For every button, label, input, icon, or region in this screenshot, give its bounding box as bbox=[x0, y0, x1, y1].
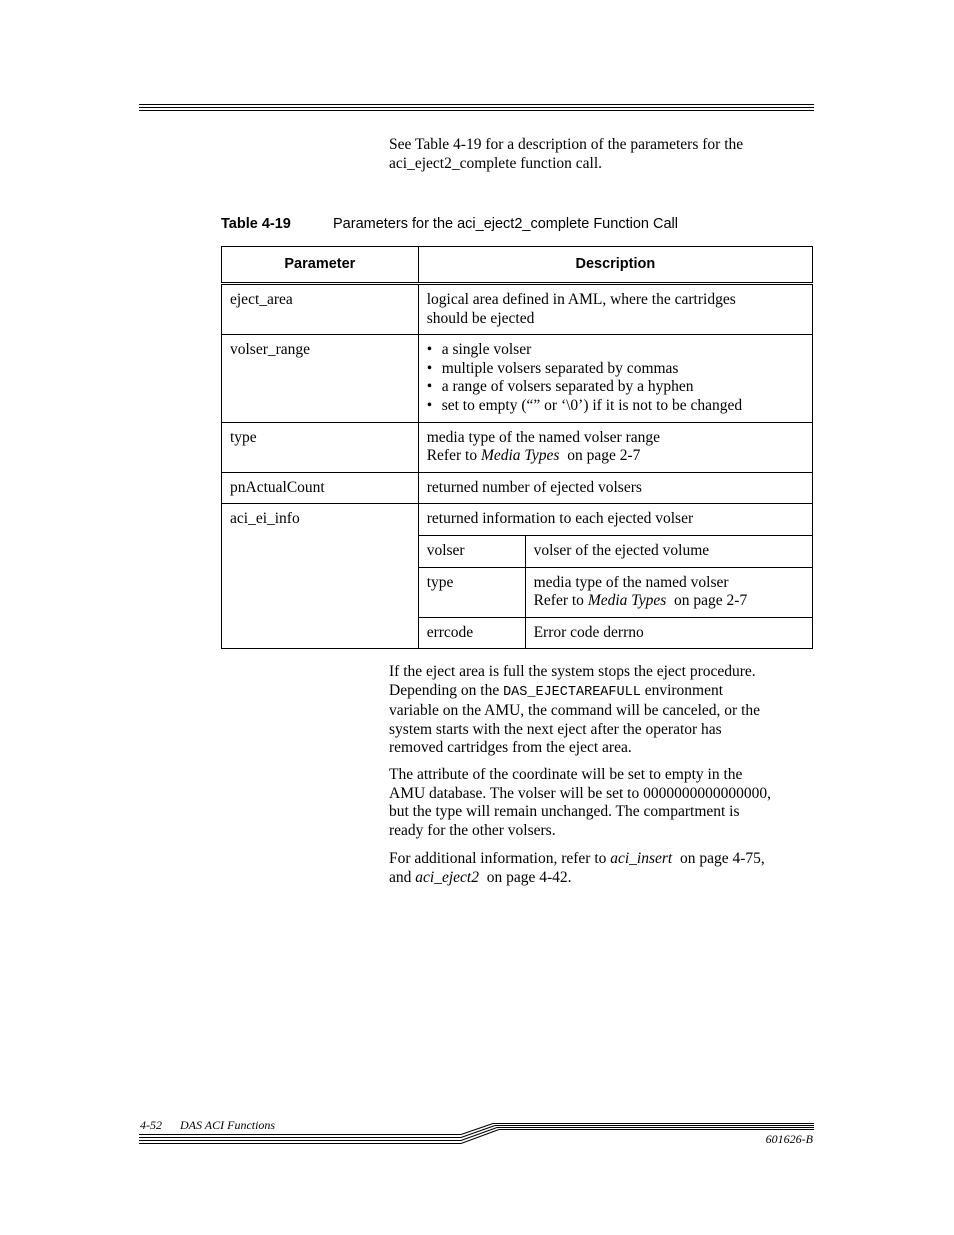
desc-line: media type of the named volser bbox=[533, 573, 729, 591]
text-line: system starts with the next eject after the operator has bbox=[389, 720, 722, 738]
subparam-name: errcode bbox=[426, 623, 474, 641]
additional-info-paragraph bbox=[389, 850, 765, 887]
ref-link[interactable]: Media Types bbox=[480, 447, 560, 465]
header-description: Description bbox=[418, 247, 812, 284]
param-description: returned information to each ejected volser bbox=[426, 510, 694, 528]
intro-line-2: aci_eject2_complete function call. bbox=[389, 154, 603, 172]
ref-prefix: Refer to bbox=[533, 592, 588, 610]
text-line bbox=[389, 850, 765, 869]
table-caption bbox=[221, 216, 678, 232]
table-row bbox=[222, 284, 813, 335]
table-row bbox=[222, 422, 813, 472]
text-line: AMU database. The volser will be set to 0000000000000000, bbox=[389, 784, 771, 802]
cross-reference bbox=[534, 592, 804, 611]
subparam-description: Error code derrno bbox=[533, 623, 644, 641]
param-description: returned number of ejected volsers bbox=[426, 478, 642, 496]
table-row bbox=[222, 335, 813, 422]
footer-doc-number: 601626-B bbox=[765, 1132, 813, 1146]
text-line: removed cartridges from the eject area. bbox=[389, 739, 632, 757]
bullet-list bbox=[425, 341, 804, 415]
subparam-description bbox=[526, 568, 812, 617]
table-caption-label: Table 4-19 bbox=[221, 216, 291, 232]
desc-line: logical area defined in AML, where the cartridges bbox=[426, 291, 736, 308]
param-name: pnActualCount bbox=[230, 478, 325, 496]
text-span: and bbox=[389, 868, 416, 886]
text-line bbox=[389, 869, 765, 888]
text-span: For additional information, refer to bbox=[389, 850, 611, 867]
env-variable-code: DAS_EJECTAREAFULL bbox=[503, 684, 641, 700]
subparam-name: volser bbox=[426, 541, 465, 559]
intro-paragraph bbox=[389, 136, 743, 173]
subparam-description: volser of the ejected volume bbox=[533, 541, 710, 559]
list-item: • multiple volsers separated by commas bbox=[425, 360, 804, 379]
text-line: If the eject area is full the system stops the eject procedure. bbox=[389, 663, 756, 680]
cross-reference bbox=[427, 447, 804, 466]
desc-line: media type of the named volser range bbox=[426, 428, 660, 446]
table-caption-title: Parameters for the aci_eject2_complete Function Call bbox=[333, 216, 678, 232]
text-line bbox=[389, 682, 760, 703]
list-item: • set to empty (“” or ‘\0’) if it is not to be changed bbox=[425, 397, 804, 416]
header-rule bbox=[139, 104, 814, 112]
text-line: ready for the other volsers. bbox=[389, 821, 556, 839]
table-row bbox=[222, 504, 813, 536]
text-line: but the type will remain unchanged. The compartment is bbox=[389, 803, 740, 821]
param-description bbox=[419, 285, 812, 334]
list-item: • a single volser bbox=[425, 341, 804, 360]
text-span: environment bbox=[640, 681, 724, 699]
ref-prefix: Refer to bbox=[426, 447, 481, 465]
param-description bbox=[419, 335, 812, 421]
param-name: eject_area bbox=[230, 291, 293, 308]
param-description bbox=[419, 423, 812, 472]
ref-link-aci-insert[interactable]: aci_insert bbox=[610, 850, 673, 867]
param-name: type bbox=[230, 428, 257, 446]
eject-area-full-paragraph bbox=[389, 663, 760, 758]
text-line: The attribute of the coordinate will be set to empty in the bbox=[389, 766, 743, 783]
table-row bbox=[222, 472, 813, 504]
param-name: aci_ei_info bbox=[230, 510, 300, 528]
table-header-row bbox=[222, 247, 813, 284]
subparam-name: type bbox=[426, 573, 454, 591]
ref-link[interactable]: Media Types bbox=[587, 592, 667, 610]
list-item: • a range of volsers separated by a hyphen bbox=[425, 378, 804, 397]
text-line: variable on the AMU, the command will be canceled, or the bbox=[389, 702, 761, 720]
intro-line-1: See Table 4-19 for a description of the parameters for the bbox=[389, 136, 744, 153]
footer-page-number: 4-52 bbox=[140, 1118, 162, 1132]
param-name: volser_range bbox=[230, 341, 311, 359]
text-span: on page 4-42. bbox=[478, 868, 572, 886]
text-span: Depending on the bbox=[389, 681, 504, 699]
ref-suffix: on page 2-7 bbox=[666, 592, 748, 610]
text-span: on page 4-75, bbox=[672, 850, 765, 867]
ref-suffix: on page 2-7 bbox=[559, 447, 641, 465]
header-parameter: Parameter bbox=[222, 247, 419, 284]
attribute-paragraph bbox=[389, 766, 771, 840]
parameters-table bbox=[221, 246, 813, 649]
ref-link-aci-eject2[interactable]: aci_eject2 bbox=[415, 868, 479, 886]
desc-line: should be ejected bbox=[426, 309, 535, 327]
footer-rule-graphic bbox=[139, 1120, 815, 1146]
footer-section-title: DAS ACI Functions bbox=[180, 1118, 276, 1132]
